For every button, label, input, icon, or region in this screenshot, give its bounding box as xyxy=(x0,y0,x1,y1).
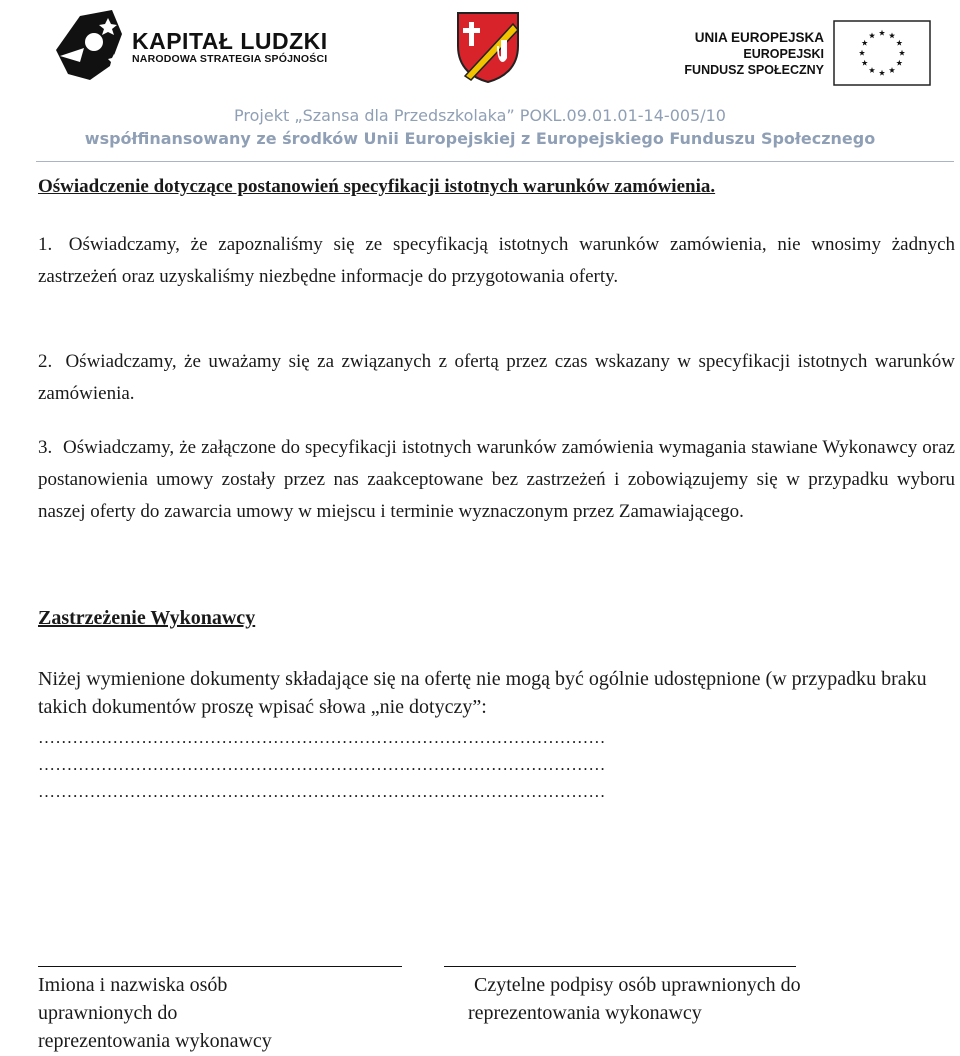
item-number: 3. xyxy=(38,437,53,458)
statement-item-2 xyxy=(38,346,955,410)
caption-line: uprawnionych do xyxy=(38,1002,178,1024)
eu-text-block xyxy=(660,30,824,78)
caption-line: Imiona i nazwiska osób xyxy=(38,974,228,996)
cofinance-note: współfinansowany ze środków Unii Europejskiej z Europejskiego Funduszu Społecznego xyxy=(84,129,876,148)
reservation-text: Niżej wymienione dokumenty składające się na ofertę nie mogą być ogólnie udostępnione (w przypadku braku takich dokumentów proszę wpisać słowa „nie dotyczy”: xyxy=(38,668,927,718)
municipal-crest-icon xyxy=(455,10,521,84)
header-divider xyxy=(36,161,954,162)
signature-caption-signatures xyxy=(468,971,888,1027)
item-number: 1. xyxy=(38,234,53,255)
item-text: Oświadczamy, że zapoznaliśmy się ze specyfikacją istotnych warunków zamówienia, nie wnosimy żadnych zastrzeżeń oraz uzyskaliśmy niezbędne informacje do przygotowania oferty. xyxy=(38,234,956,287)
reservation-title: Zastrzeżenie Wykonawcy xyxy=(38,607,256,629)
eu-fund-line2: FUNDUSZ SPOŁECZNY xyxy=(684,63,824,77)
statement-item-3 xyxy=(38,432,955,528)
caption-line: reprezentowania wykonawcy xyxy=(38,1030,272,1052)
signature-line-signatures[interactable] xyxy=(444,966,796,967)
project-title: Projekt „Szansa dla Przedszkolaka” POKL.09.01.01-14-005/10 xyxy=(234,106,726,125)
signature-line-names[interactable] xyxy=(38,966,402,967)
document-heading: Oświadczenie dotyczące postanowień specyfikacji istotnych warunków zamówienia. xyxy=(38,176,716,197)
eu-fund-line1: EUROPEJSKI xyxy=(743,47,824,61)
kapital-ludzki-subtitle: NARODOWA STRATEGIA SPÓJNOŚCI xyxy=(132,53,328,65)
kapital-ludzki-title: KAPITAŁ LUDZKI xyxy=(132,28,328,54)
signature-caption-names xyxy=(38,971,368,1055)
eu-name: UNIA EUROPEJSKA xyxy=(694,30,824,45)
caption-line: Czytelne podpisy osób uprawnionych do xyxy=(474,974,801,996)
item-text: Oświadczamy, że uważamy się za związanych z ofertą przez czas wskazany w specyfikacji istotnych warunków zamówienia. xyxy=(38,351,955,404)
caption-line: reprezentowania wykonawcy xyxy=(468,1002,702,1024)
item-number: 2. xyxy=(38,351,53,372)
fill-in-line[interactable]: ……………………………………………………………………………………… xyxy=(38,755,606,774)
item-text: Oświadczamy, że załączone do specyfikacji istotnych warunków zamówienia wymagania stawiane Wykonawcy oraz postanowienia umowy zostały przez nas zaakceptowane bez zastrzeżeń i zobowiązujemy się w przypadku wyboru naszej oferty do zawarcia umowy w miejscu i terminie wyznaczonym przez Zamawiającego. xyxy=(38,437,955,522)
statement-item-1 xyxy=(38,229,955,293)
fill-in-line[interactable]: ……………………………………………………………………………………… xyxy=(38,782,606,801)
fill-in-line[interactable]: ……………………………………………………………………………………… xyxy=(38,728,606,747)
eu-flag-icon xyxy=(833,20,931,86)
